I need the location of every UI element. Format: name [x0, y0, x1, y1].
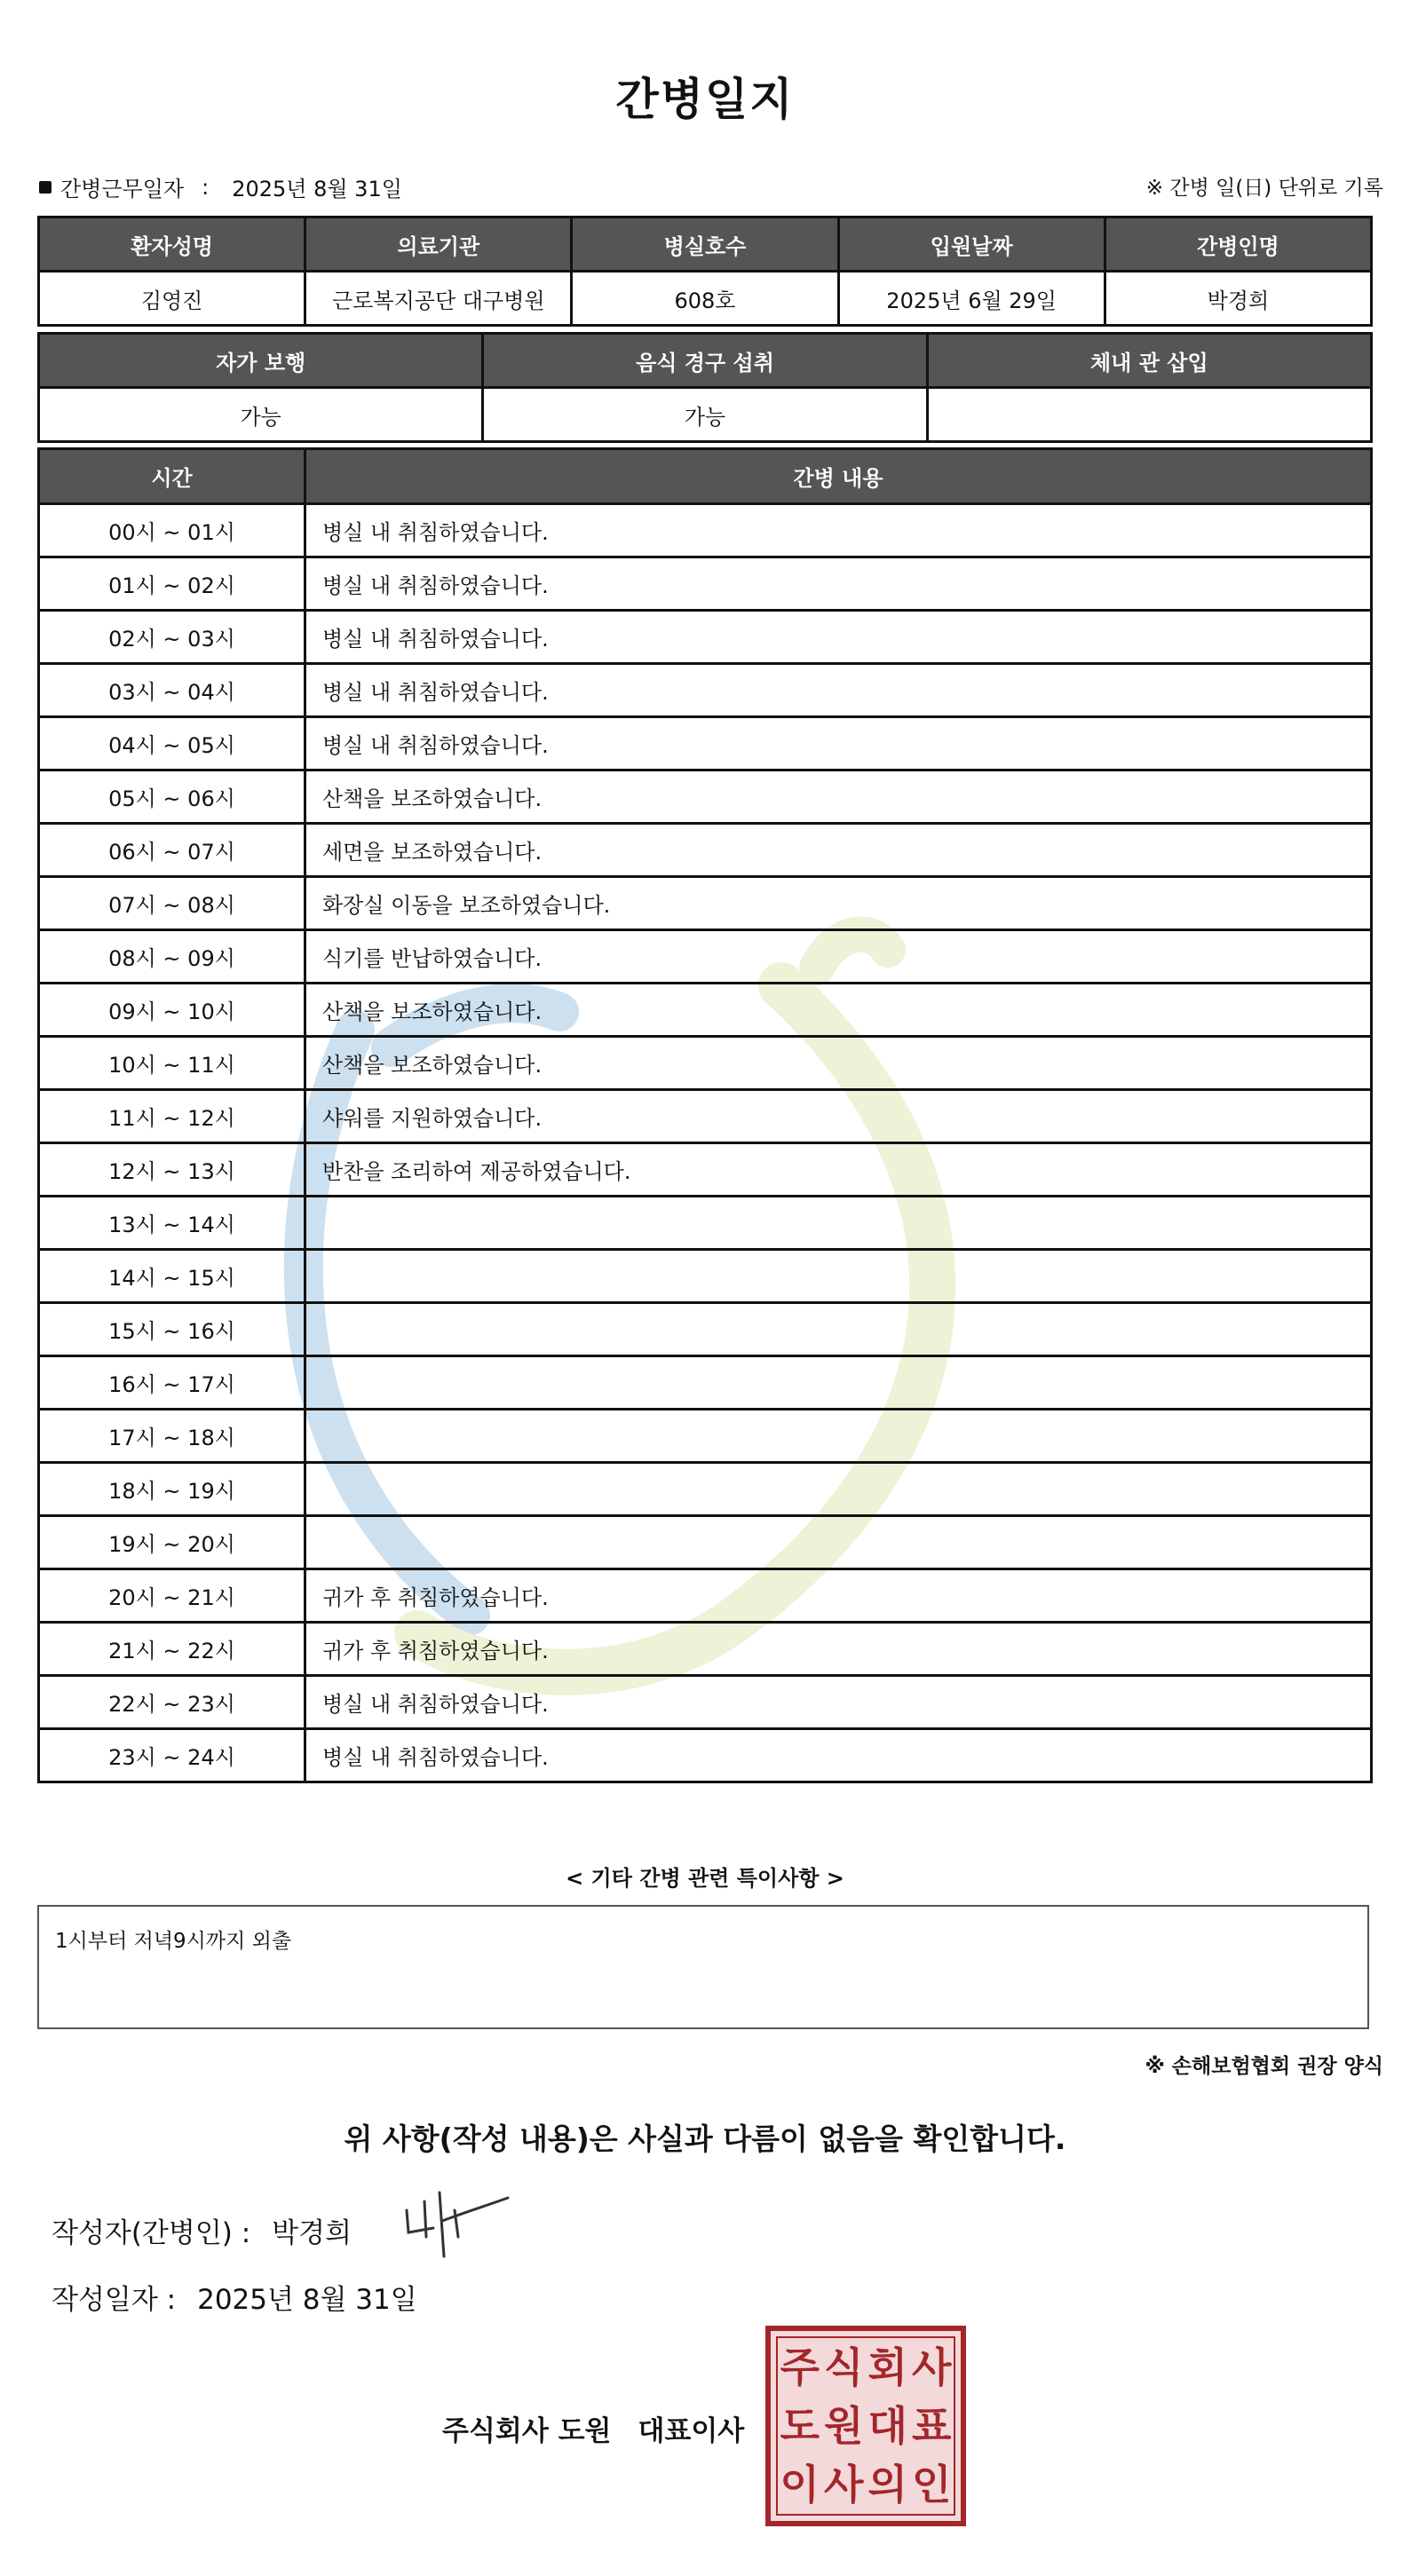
content-cell: [305, 1197, 1372, 1250]
header-admission-date: 입원날짜: [838, 217, 1105, 272]
time-cell: 11시 ~ 12시: [39, 1090, 305, 1143]
company-name: 주식회사 도원: [442, 2415, 612, 2447]
care-log-body: [39, 504, 1372, 1782]
notes-text: 1시부터 저녁9시까지 외출: [55, 1930, 292, 1953]
work-date-colon: :: [202, 174, 210, 200]
content-cell: 식기를 반납하였습니다.: [305, 930, 1372, 984]
content-cell: 화장실 이동을 보조하였습니다.: [305, 877, 1372, 930]
header-time: 시간: [39, 449, 305, 504]
content-cell: 병실 내 취침하였습니다.: [305, 557, 1372, 611]
patient-name: 김영진: [39, 272, 305, 326]
content-cell: 병실 내 취침하였습니다.: [305, 1729, 1372, 1782]
header-tube-insertion: 체내 관 삽입: [927, 334, 1371, 388]
time-cell: 10시 ~ 11시: [39, 1037, 305, 1090]
bullet-square-icon: [39, 181, 51, 194]
table-row: [39, 664, 1372, 717]
table-row: [39, 1250, 1372, 1303]
time-cell: 17시 ~ 18시: [39, 1410, 305, 1463]
caregiver-name: 박경희: [1105, 272, 1371, 326]
content-cell: 산책을 보조하였습니다.: [305, 984, 1372, 1037]
work-date-label: 간병근무일자: [60, 177, 185, 201]
table-row: [39, 1463, 1372, 1516]
tube-insertion-value: [927, 388, 1371, 442]
document-title: 간병일지: [615, 74, 795, 125]
content-cell: 산책을 보조하였습니다.: [305, 770, 1372, 824]
header-hospital: 의료기관: [305, 217, 572, 272]
time-cell: 20시 ~ 21시: [39, 1569, 305, 1623]
content-cell: 귀가 후 취침하였습니다.: [305, 1569, 1372, 1623]
company-seal: [765, 2326, 966, 2526]
time-cell: 00시 ~ 01시: [39, 504, 305, 557]
table-row: [39, 770, 1372, 824]
seal-char: 사: [824, 2461, 864, 2509]
table-row: [39, 1197, 1372, 1250]
time-cell: 16시 ~ 17시: [39, 1356, 305, 1410]
table-row: [39, 1569, 1372, 1623]
time-cell: 07시 ~ 08시: [39, 877, 305, 930]
time-cell: 22시 ~ 23시: [39, 1676, 305, 1729]
content-cell: 샤워를 지원하였습니다.: [305, 1090, 1372, 1143]
table-row: [39, 1623, 1372, 1676]
time-cell: 14시 ~ 15시: [39, 1250, 305, 1303]
time-cell: 08시 ~ 09시: [39, 930, 305, 984]
table-row: [39, 930, 1372, 984]
content-cell: [305, 1410, 1372, 1463]
care-log-table: [37, 447, 1373, 1783]
content-cell: 세면을 보조하였습니다.: [305, 824, 1372, 877]
notes-title: < 기타 간병 관련 특이사항 >: [566, 1866, 844, 1891]
table-row: [39, 557, 1372, 611]
seal-char: 표: [912, 2402, 952, 2450]
table-row: [39, 877, 1372, 930]
table-row: [39, 1303, 1372, 1356]
table-row: [39, 1729, 1372, 1782]
time-cell: 05시 ~ 06시: [39, 770, 305, 824]
header-patient-name: 환자성명: [39, 217, 305, 272]
written-date-value: 2025년 8월 31일: [197, 2284, 417, 2316]
oral-intake-value: 가능: [483, 388, 927, 442]
content-cell: 병실 내 취침하였습니다.: [305, 504, 1372, 557]
content-cell: 귀가 후 취침하였습니다.: [305, 1623, 1372, 1676]
content-cell: 병실 내 취침하였습니다.: [305, 717, 1372, 770]
seal-char: 인: [912, 2461, 952, 2509]
content-cell: 병실 내 취침하였습니다.: [305, 664, 1372, 717]
author-name: 박경희: [272, 2217, 352, 2249]
time-cell: 21시 ~ 22시: [39, 1623, 305, 1676]
content-cell: [305, 1463, 1372, 1516]
table-row: [39, 504, 1372, 557]
walking-value: 가능: [39, 388, 483, 442]
time-cell: 04시 ~ 05시: [39, 717, 305, 770]
content-cell: [305, 1516, 1372, 1569]
table-row: [39, 1143, 1372, 1197]
association-note: ※ 손해보험협회 권장 양식: [1145, 2055, 1383, 2078]
admission-date: 2025년 6월 29일: [838, 272, 1105, 326]
time-cell: 19시 ~ 20시: [39, 1516, 305, 1569]
content-cell: [305, 1250, 1372, 1303]
table-row: [39, 717, 1372, 770]
table-row: [39, 984, 1372, 1037]
table-row: [39, 824, 1372, 877]
author-line: [51, 2210, 352, 2250]
time-cell: 23시 ~ 24시: [39, 1729, 305, 1782]
table-row: [39, 1516, 1372, 1569]
time-cell: 15시 ~ 16시: [39, 1303, 305, 1356]
author-label: 작성자(간병인) :: [51, 2217, 251, 2249]
patient-status-table: [37, 332, 1373, 443]
content-cell: 반찬을 조리하여 제공하였습니다.: [305, 1143, 1372, 1197]
seal-char: 대: [867, 2402, 907, 2450]
table-row: [39, 1410, 1372, 1463]
seal-char: 회: [867, 2343, 907, 2391]
table-row: [39, 1676, 1372, 1729]
time-cell: 03시 ~ 04시: [39, 664, 305, 717]
content-cell: 산책을 보조하였습니다.: [305, 1037, 1372, 1090]
seal-characters: [778, 2338, 954, 2514]
seal-char: 사: [912, 2343, 952, 2391]
time-cell: 09시 ~ 10시: [39, 984, 305, 1037]
seal-char: 식: [824, 2343, 864, 2391]
handwritten-signature: [400, 2184, 515, 2264]
time-cell: 18시 ~ 19시: [39, 1463, 305, 1516]
seal-char: 원: [824, 2402, 864, 2450]
work-date-value: 2025년 8월 31일: [232, 177, 402, 201]
patient-info-table: [37, 216, 1373, 327]
written-date-label: 작성일자 :: [51, 2284, 177, 2316]
header-oral-intake: 음식 경구 섭취: [483, 334, 927, 388]
unit-note: ※ 간병 일(日) 단위로 기록: [1145, 177, 1383, 200]
time-cell: 06시 ~ 07시: [39, 824, 305, 877]
company-line: [442, 2408, 744, 2448]
time-cell: 13시 ~ 14시: [39, 1197, 305, 1250]
header-room: 병실호수: [572, 217, 838, 272]
time-cell: 01시 ~ 02시: [39, 557, 305, 611]
seal-char: 도: [780, 2402, 820, 2450]
header-walking: 자가 보행: [39, 334, 483, 388]
content-cell: 병실 내 취침하였습니다.: [305, 611, 1372, 664]
content-cell: 병실 내 취침하였습니다.: [305, 1676, 1372, 1729]
header-care-content: 간병 내용: [305, 449, 1372, 504]
notes-box: [37, 1905, 1369, 2029]
hospital-name: 근로복지공단 대구병원: [305, 272, 572, 326]
time-cell: 02시 ~ 03시: [39, 611, 305, 664]
table-row: [39, 1037, 1372, 1090]
time-cell: 12시 ~ 13시: [39, 1143, 305, 1197]
seal-char: 의: [867, 2461, 907, 2509]
table-row: [39, 1356, 1372, 1410]
table-row: [39, 1090, 1372, 1143]
room-number: 608호: [572, 272, 838, 326]
content-cell: [305, 1303, 1372, 1356]
work-date: [39, 171, 402, 202]
seal-char: 이: [780, 2461, 820, 2509]
representative-title: 대표이사: [638, 2415, 745, 2447]
written-date-line: [51, 2277, 417, 2317]
content-cell: [305, 1356, 1372, 1410]
confirmation-statement: 위 사항(작성 내용)은 사실과 다름이 없음을 확인합니다.: [344, 2122, 1066, 2156]
table-row: [39, 611, 1372, 664]
seal-char: 주: [780, 2343, 820, 2391]
header-caregiver-name: 간병인명: [1105, 217, 1371, 272]
